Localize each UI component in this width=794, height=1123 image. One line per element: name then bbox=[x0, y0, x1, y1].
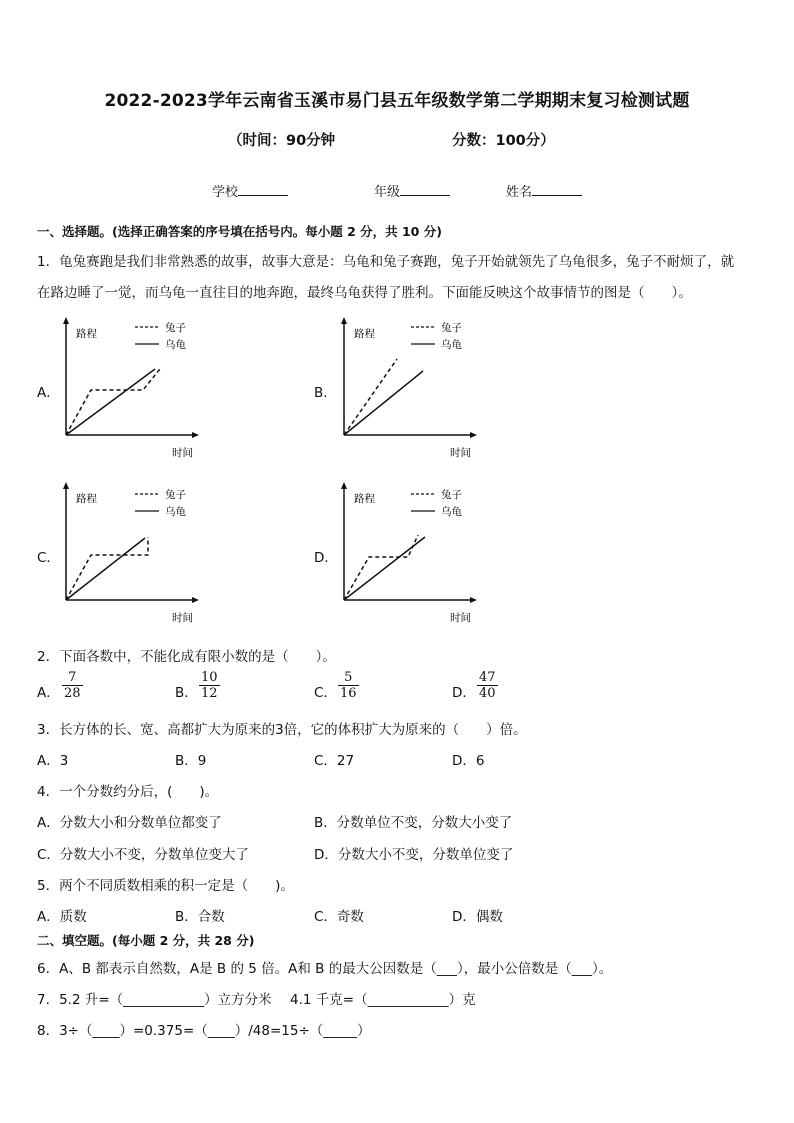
graph-b-rabbit-legend: 兔子 bbox=[441, 322, 462, 334]
graph-a-x-label: 时间 bbox=[172, 447, 193, 459]
q4-option-a: A．分数大小和分数单位都变了 bbox=[37, 815, 222, 831]
q4-text: 4．一个分数约分后，( )。 bbox=[37, 784, 219, 800]
grade-field bbox=[374, 181, 450, 200]
school-field bbox=[212, 181, 288, 200]
graph-b-turtle-line bbox=[344, 371, 423, 435]
q2-c-denominator: 16 bbox=[340, 686, 357, 701]
q1-option-c-label: C． bbox=[37, 550, 60, 566]
q2-option-b-fraction bbox=[199, 670, 220, 701]
graph-a-y-label: 路程 bbox=[76, 328, 97, 340]
q5-option-a: A．质数 bbox=[37, 909, 87, 925]
q7-part2: 4.1 千克=（____________）克 bbox=[290, 992, 476, 1008]
q3-option-a: A．3 bbox=[37, 753, 69, 769]
graph-c-x-label: 时间 bbox=[172, 612, 193, 624]
grade-blank bbox=[400, 183, 450, 196]
section1-heading: 一、选择题。(选择正确答案的序号填在括号内。每小题 2 分，共 10 分) bbox=[37, 224, 442, 239]
exam-score: 分数：100分） bbox=[452, 133, 555, 149]
graph-b-x-label: 时间 bbox=[450, 447, 471, 459]
q8-text: 8．3÷（____）=0.375=（____）/48=15÷（_____） bbox=[37, 1023, 371, 1039]
graph-a-rabbit-legend: 兔子 bbox=[165, 322, 186, 334]
school-label: 学校 bbox=[212, 185, 239, 200]
q5-option-b: B．合数 bbox=[175, 909, 225, 925]
q2-text: 2．下面各数中，不能化成有限小数的是（ ）。 bbox=[37, 649, 336, 665]
graph-b bbox=[333, 315, 483, 465]
graph-c bbox=[55, 480, 205, 630]
school-blank bbox=[238, 183, 288, 196]
q2-option-d-fraction bbox=[477, 670, 498, 701]
q2-b-denominator: 12 bbox=[201, 686, 218, 701]
q2-d-denominator: 40 bbox=[479, 686, 496, 701]
graph-a-turtle-line bbox=[66, 369, 155, 435]
graph-d-turtle-legend: 乌龟 bbox=[441, 506, 462, 518]
q1-option-a-label: A． bbox=[37, 385, 60, 401]
graph-a-turtle-legend: 乌龟 bbox=[165, 339, 186, 351]
q6-text: 6．A、B 都表示自然数，A是 B 的 5 倍。A和 B 的最大公因数是（___），最小公倍数是（___）。 bbox=[37, 961, 613, 977]
q2-option-a-fraction bbox=[62, 670, 83, 701]
graph-b-turtle-legend: 乌龟 bbox=[441, 339, 462, 351]
q3-option-d: D．6 bbox=[452, 753, 485, 769]
graph-b-rabbit-line bbox=[344, 359, 397, 435]
graph-b-y-label: 路程 bbox=[354, 328, 375, 340]
q1-option-b-label: B． bbox=[314, 385, 337, 401]
q1-line1: 1．龟兔赛跑是我们非常熟悉的故事，故事大意是：乌龟和兔子赛跑，兔子开始就领先了乌龟很多，兔子不耐烦了，就 bbox=[37, 254, 735, 270]
graph-d-y-label: 路程 bbox=[354, 493, 375, 505]
page-title: 2022-2023学年云南省玉溪市易门县五年级数学第二学期期末复习检测试题 bbox=[104, 91, 690, 111]
graph-d bbox=[333, 480, 483, 630]
q2-b-numerator: 10 bbox=[201, 670, 218, 685]
graph-c-turtle-legend: 乌龟 bbox=[165, 506, 186, 518]
graph-d-turtle-line bbox=[344, 537, 425, 600]
q3-text: 3．长方体的长、宽、高都扩大为原来的3倍，它的体积扩大为原来的（ ）倍。 bbox=[37, 722, 527, 738]
graph-d-x-label: 时间 bbox=[450, 612, 471, 624]
q4-option-b: B．分数单位不变，分数大小变了 bbox=[314, 815, 513, 831]
q7-part1: 7．5.2 升=（____________）立方分米 bbox=[37, 992, 272, 1008]
graph-d-rabbit-legend: 兔子 bbox=[441, 489, 462, 501]
q5-option-c: C．奇数 bbox=[314, 909, 364, 925]
q4-option-d: D．分数大小不变，分数单位变了 bbox=[314, 847, 514, 863]
q4-option-c: C．分数大小不变，分数单位变大了 bbox=[37, 847, 249, 863]
q2-option-a-label: A． bbox=[37, 685, 60, 701]
q3-option-c: C．27 bbox=[314, 753, 355, 769]
q2-option-b-label: B． bbox=[175, 685, 198, 701]
q2-option-d-label: D． bbox=[452, 685, 476, 701]
q3-option-b: B．9 bbox=[175, 753, 207, 769]
grade-label: 年级 bbox=[374, 185, 401, 200]
q2-a-numerator: 7 bbox=[68, 670, 77, 685]
q2-option-c-label: C． bbox=[314, 685, 337, 701]
q5-option-d: D．偶数 bbox=[452, 909, 503, 925]
name-field bbox=[506, 181, 582, 200]
q5-text: 5．两个不同质数相乘的积一定是（ )。 bbox=[37, 878, 294, 894]
q1-option-d-label: D． bbox=[314, 550, 338, 566]
q1-line2: 在路边睡了一觉，而乌龟一直往目的地奔跑，最终乌龟获得了胜利。下面能反映这个故事情节的图是（ ）。 bbox=[37, 285, 692, 301]
graph-c-y-label: 路程 bbox=[76, 493, 97, 505]
graph-d-rabbit-line bbox=[344, 535, 418, 600]
name-blank bbox=[532, 183, 582, 196]
exam-time: （时间：90分钟 bbox=[228, 133, 336, 149]
graph-c-turtle-line bbox=[66, 538, 145, 600]
name-label: 姓名 bbox=[506, 185, 533, 200]
section2-heading: 二、填空题。(每小题 2 分，共 28 分) bbox=[37, 933, 255, 948]
q2-option-c-fraction bbox=[338, 670, 359, 701]
graph-c-rabbit-legend: 兔子 bbox=[165, 489, 186, 501]
q2-a-denominator: 28 bbox=[64, 686, 81, 701]
q2-d-numerator: 47 bbox=[479, 670, 496, 685]
q2-c-numerator: 5 bbox=[344, 670, 353, 685]
graph-a bbox=[55, 315, 205, 465]
